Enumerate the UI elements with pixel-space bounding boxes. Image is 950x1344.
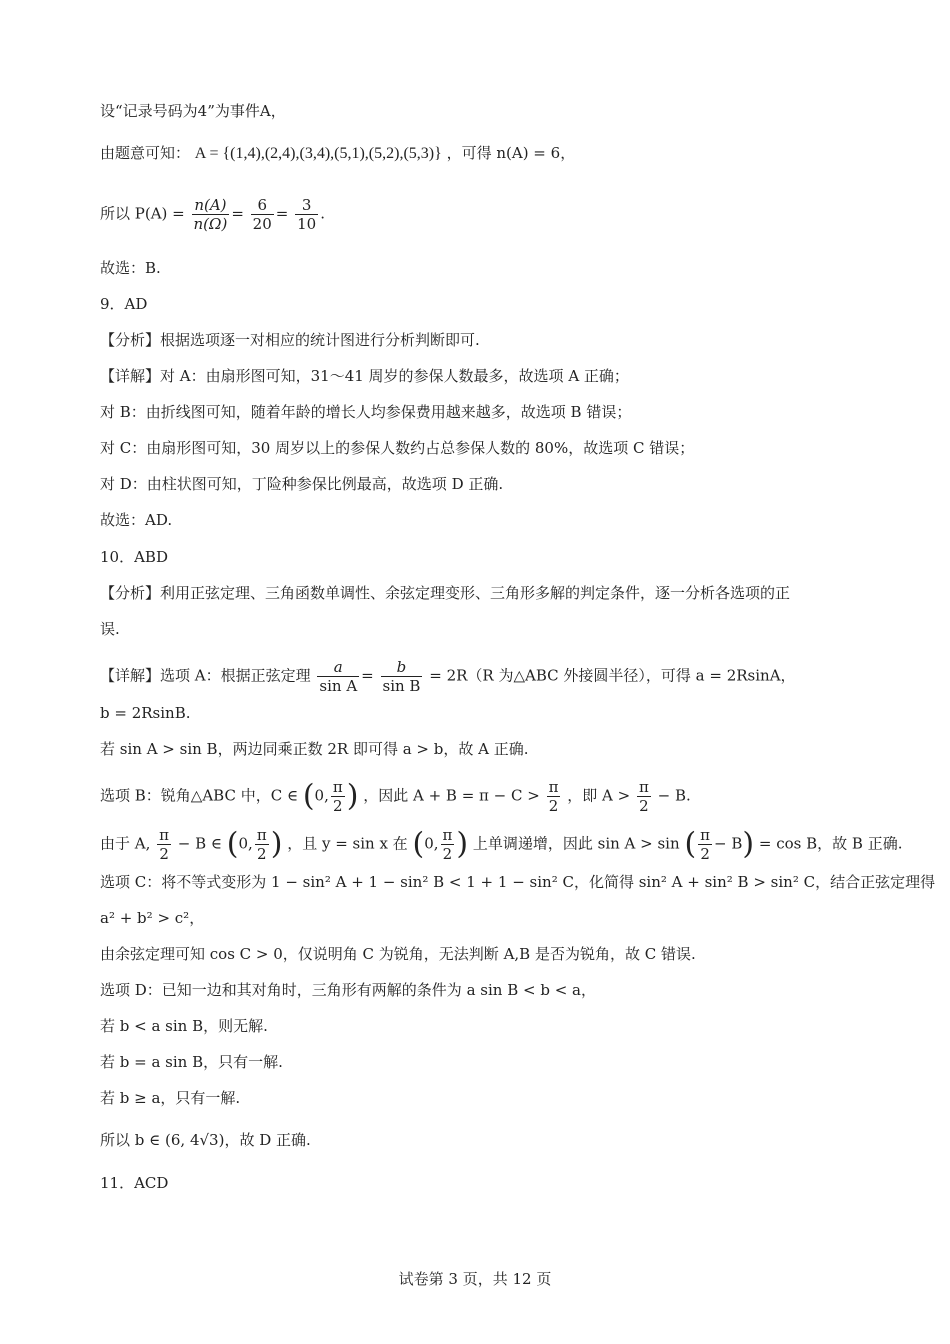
left-paren: ( — [302, 778, 315, 814]
page-footer: 试卷第 3 页，共 12 页 — [398, 1270, 552, 1288]
probability-prefix: 所以 P(A) = — [100, 204, 185, 223]
option-a-conclusion: 若 sin A > sin B，两边同乘正数 2R 即可得 a > b，故 A 正确. — [100, 740, 529, 758]
left-paren: ( — [684, 826, 697, 862]
right-paren: ) — [456, 826, 469, 862]
q10-option-a-sine-law: 【详解】选项 A：根据正弦定理 $\frac{a}{\text{sin A}}$ = $\frac{b}{\text{sin B}}$ = 2R（R 为△ABC 外接圆半径），可得 a = 2RsinA， — [100, 658, 796, 695]
frac-numerator: 3 — [295, 196, 318, 215]
fraction-pi-2 — [698, 826, 712, 863]
left-paren: ( — [226, 826, 239, 862]
option-d-case-2: 若 b = a sin B，只有一解. — [100, 1053, 283, 1071]
question-10-heading: 10．ABD — [100, 548, 168, 566]
q10-analysis: 【分析】利用正弦定理、三角函数单调性、余弦定理变形、三角形多解的判定条件，逐一分析各选项的正 — [100, 584, 791, 602]
frac-numerator: π — [442, 826, 453, 844]
monotonic-part-1: 由于 A, — [100, 834, 151, 853]
b-equals-2RsinB: b = 2RsinB. — [100, 704, 191, 722]
q9-detail-a: 【详解】对 A：由扇形图可知，31～41 周岁的参保人数最多，故选项 A 正确； — [100, 367, 629, 385]
frac-denominator: 2 — [639, 797, 649, 815]
set-statement — [100, 142, 575, 165]
fraction-pi-2 — [331, 778, 345, 815]
zero-comma: 0, — [238, 834, 253, 853]
fraction-b-sinB — [381, 658, 423, 695]
option-b-part-1: 选项 B：锐角△ABC 中，C ∈ — [100, 786, 303, 805]
option-c-conclusion: 由余弦定理可知 cos C > 0，仅说明角 C 为锐角，无法判断 A,B 是否为锐角，故 C 错误. — [100, 945, 696, 963]
q10-option-c: 选项 C：将不等式变形为 1 − sin² A + 1 − sin² B < 1 + 1 − sin² C，化简得 sin² A + sin² B > sin² C，结合正弦定理得 — [100, 873, 936, 891]
q9-detail-d: 对 D：由柱状图可知，丁险种参保比例最高，故选项 D 正确. — [100, 475, 504, 493]
frac-denominator: 2 — [700, 845, 710, 863]
a2-b2-c2: a² + b² > c²， — [100, 909, 205, 927]
frac-denominator: 2 — [333, 797, 343, 815]
frac-numerator: π — [638, 778, 649, 796]
option-b-part-2: ，因此 A + B = π − C > — [363, 786, 540, 805]
fraction-pi-2 — [255, 826, 269, 863]
set-expression: A = {(1,4),(2,4),(3,4),(5,1),(5,2),(5,3)} — [194, 145, 442, 162]
right-paren: ) — [742, 826, 755, 862]
fraction-pi-2 — [547, 778, 561, 815]
set-statement-suffix: ，可得 n(A) = 6， — [446, 144, 576, 162]
frac-denominator: 2 — [256, 845, 267, 863]
question-9-heading: 9．AD — [100, 295, 148, 313]
fraction-pi-2 — [637, 778, 651, 815]
option-b-part-4: − B. — [657, 786, 691, 805]
frac-denominator: 2 — [548, 797, 559, 815]
option-a-prefix: 【详解】选项 A：根据正弦定理 — [100, 666, 311, 685]
frac-numerator: 6 — [251, 196, 274, 215]
fraction-6-20 — [251, 196, 274, 233]
zero-comma: 0, — [314, 786, 329, 805]
set-statement-prefix: 由题意可知： — [100, 144, 191, 162]
fraction-pi-2 — [157, 826, 171, 863]
option-b-part-3: ，即 A > — [567, 786, 631, 805]
q10-option-d: 选项 D：已知一边和其对角时，三角形有两解的条件为 a sin B < b < a， — [100, 981, 596, 999]
zero-comma: 0, — [424, 834, 439, 853]
frac-numerator: b — [381, 658, 423, 677]
fraction-3-10 — [295, 196, 318, 233]
fraction-nA-nOmega — [192, 196, 230, 233]
option-d-conclusion: 所以 b ∈ (6, 4√3)，故 D 正确. — [100, 1131, 311, 1149]
monotonic-part-2: − B ∈ — [177, 834, 227, 853]
left-paren: ( — [412, 826, 425, 862]
frac-numerator: π — [159, 826, 170, 844]
frac-denominator: 2 — [159, 845, 169, 863]
frac-denominator: n(Ω) — [193, 215, 228, 233]
q9-detail-c: 对 C：由扇形图可知，30 周岁以上的参保人数约占总参保人数的 80%，故选项 C 错误； — [100, 439, 695, 457]
monotonic-part-5: = cos B，故 B 正确. — [758, 834, 903, 853]
right-paren: ) — [346, 778, 359, 814]
frac-denominator: 20 — [252, 215, 272, 233]
right-paren: ) — [270, 826, 283, 862]
event-definition: 设“记录号码为4”为事件A， — [100, 102, 286, 120]
option-d-case-3: 若 b ≥ a，只有一解. — [100, 1089, 241, 1107]
q10-option-b — [100, 778, 691, 815]
frac-numerator: π — [332, 778, 343, 796]
option-a-suffix: = 2R（R 为△ABC 外接圆半径），可得 a = 2RsinA， — [429, 666, 796, 685]
option-d-case-1: 若 b < a sin B，则无解. — [100, 1017, 268, 1035]
frac-denominator: 10 — [297, 215, 317, 233]
frac-denominator: sin A — [319, 677, 358, 695]
probability-formula: 所以 P(A) = $\frac{n(A)}{n(\Omega)}$ = $\frac{6}{20}$ = $\frac{3}{10}$ . — [100, 196, 325, 233]
answer-line: 故选：B. — [100, 259, 161, 277]
frac-numerator: n(A) — [192, 196, 230, 215]
frac-numerator: π — [548, 778, 559, 796]
fraction-a-sinA — [317, 658, 359, 695]
frac-numerator: a — [317, 658, 359, 677]
frac-denominator: 2 — [442, 845, 453, 863]
monotonic-part-4: 上单调递增，因此 sin A > sin — [472, 834, 680, 853]
fraction-pi-2 — [441, 826, 455, 863]
q9-answer: 故选：AD. — [100, 511, 173, 529]
q9-detail-b: 对 B：由折线图可知，随着年龄的增长人均参保费用越来越多，故选项 B 错误； — [100, 403, 632, 421]
q10-analysis-cont: 误. — [100, 620, 120, 638]
question-11-heading: 11．ACD — [100, 1174, 169, 1192]
monotonic-part-3: ，且 y = sin x 在 — [287, 834, 408, 853]
q10-option-b-monotonic: 由于 A, $\frac{\pi}{2}$ − B ∈ (0, $\frac{\pi}{2}$ ) ，且 y = sin x 在 (0, $\frac{\pi}{2}$ ) 上单调递增，因此 sin A > sin ( $\frac{\pi}{2}$ − B) = cos B，故 B 正确. — [100, 826, 903, 863]
q9-analysis: 【分析】根据选项逐一对相应的统计图进行分析判断即可. — [100, 331, 480, 349]
frac-numerator: π — [256, 826, 267, 844]
frac-denominator: sin B — [382, 677, 421, 695]
frac-numerator: π — [700, 826, 711, 844]
